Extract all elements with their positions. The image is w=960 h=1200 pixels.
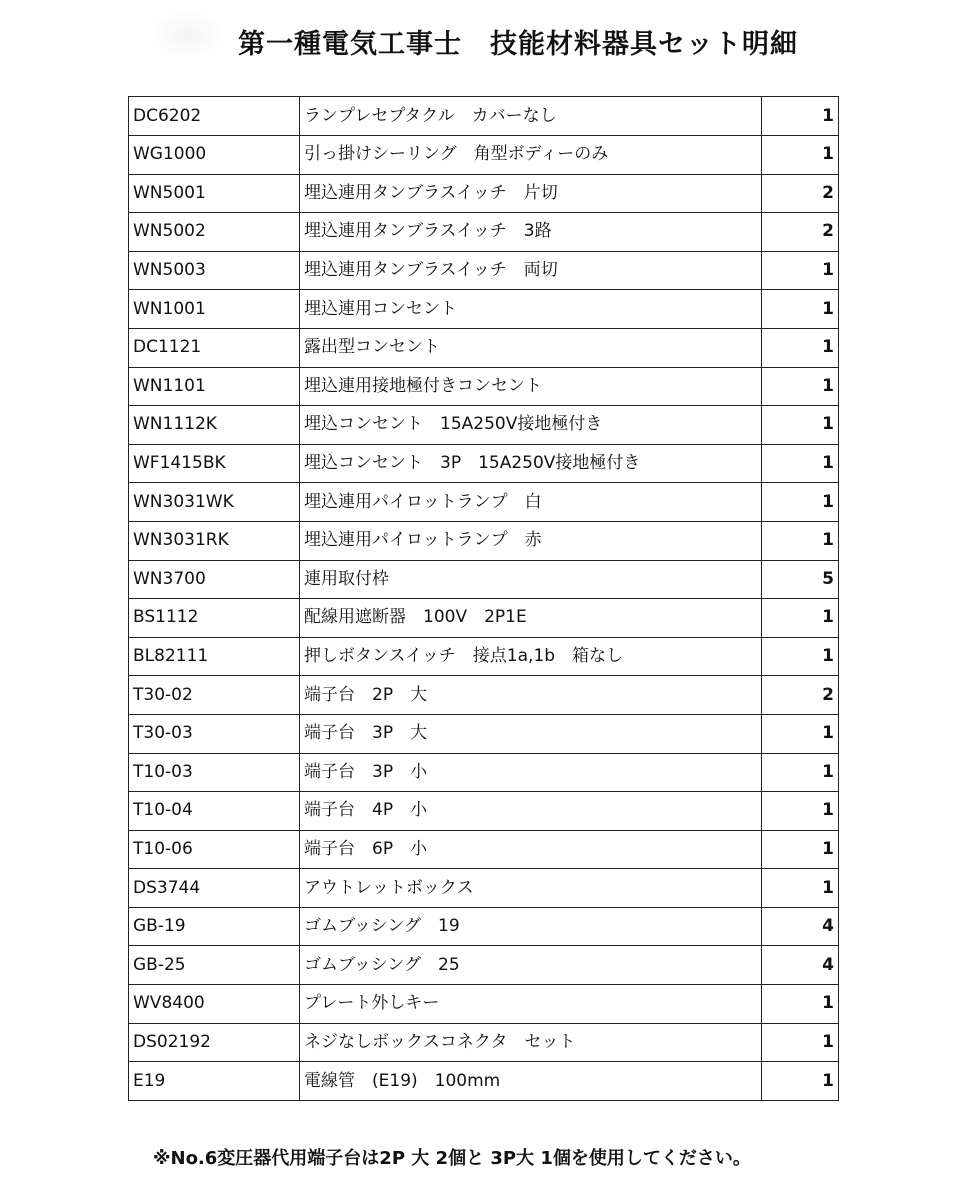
part-code-cell: GB-19 (129, 907, 300, 946)
quantity-cell: 1 (762, 599, 839, 638)
part-description-cell: 連用取付枠 (300, 560, 762, 599)
part-description-cell: 埋込連用パイロットランプ 白 (300, 483, 762, 522)
quantity-cell: 2 (762, 213, 839, 252)
part-description-cell: 端子台 3P 大 (300, 714, 762, 753)
table-row (129, 97, 839, 136)
parts-table (128, 96, 839, 1101)
quantity-cell: 4 (762, 946, 839, 985)
quantity-cell: 2 (762, 676, 839, 715)
part-code-cell: E19 (129, 1062, 300, 1101)
quantity-cell: 1 (762, 792, 839, 831)
part-code-cell: DS3744 (129, 869, 300, 908)
table-row (129, 136, 839, 175)
quantity-cell: 4 (762, 907, 839, 946)
table-row (129, 251, 839, 290)
part-code-cell: T30-02 (129, 676, 300, 715)
table-row (129, 714, 839, 753)
part-description-cell: ゴムブッシング 19 (300, 907, 762, 946)
blurred-logo (148, 10, 228, 60)
part-description-cell: 引っ掛けシーリング 角型ボディーのみ (300, 136, 762, 175)
part-code-cell: WN5002 (129, 213, 300, 252)
quantity-cell: 2 (762, 174, 839, 213)
part-code-cell: DC6202 (129, 97, 300, 136)
part-code-cell: DS02192 (129, 1023, 300, 1062)
part-code-cell: WN5003 (129, 251, 300, 290)
part-code-cell: WN3031RK (129, 521, 300, 560)
part-code-cell: WN1001 (129, 290, 300, 329)
quantity-cell: 5 (762, 560, 839, 599)
quantity-cell: 1 (762, 637, 839, 676)
part-code-cell: T10-06 (129, 830, 300, 869)
table-row (129, 174, 839, 213)
table-row (129, 637, 839, 676)
part-code-cell: DC1121 (129, 328, 300, 367)
quantity-cell: 1 (762, 985, 839, 1024)
quantity-cell: 1 (762, 251, 839, 290)
part-code-cell: BS1112 (129, 599, 300, 638)
part-description-cell: 端子台 4P 小 (300, 792, 762, 831)
part-code-cell: T10-03 (129, 753, 300, 792)
part-code-cell: WN3700 (129, 560, 300, 599)
quantity-cell: 1 (762, 406, 839, 445)
part-code-cell: WN1101 (129, 367, 300, 406)
part-code-cell: T30-03 (129, 714, 300, 753)
part-description-cell: 埋込連用パイロットランプ 赤 (300, 521, 762, 560)
table-row (129, 521, 839, 560)
part-code-cell: WN3031WK (129, 483, 300, 522)
part-description-cell: ランプレセプタクル カバーなし (300, 97, 762, 136)
table-row (129, 406, 839, 445)
quantity-cell: 1 (762, 1062, 839, 1101)
part-code-cell: WV8400 (129, 985, 300, 1024)
part-code-cell: BL82111 (129, 637, 300, 676)
quantity-cell: 1 (762, 521, 839, 560)
table-row (129, 946, 839, 985)
part-description-cell: 埋込コンセント 15A250V接地極付き (300, 406, 762, 445)
table-row (129, 328, 839, 367)
table-row (129, 290, 839, 329)
quantity-cell: 1 (762, 444, 839, 483)
part-description-cell: 電線管 (E19) 100mm (300, 1062, 762, 1101)
part-description-cell: ゴムブッシング 25 (300, 946, 762, 985)
table-row (129, 869, 839, 908)
page-title: 第一種電気工事士 技能材料器具セット明細 (238, 29, 798, 60)
table-row (129, 483, 839, 522)
table-row (129, 753, 839, 792)
part-description-cell: プレート外しキー (300, 985, 762, 1024)
table-row (129, 792, 839, 831)
table-row (129, 560, 839, 599)
table-row (129, 599, 839, 638)
quantity-cell: 1 (762, 97, 839, 136)
part-description-cell: 端子台 2P 大 (300, 676, 762, 715)
part-description-cell: 埋込連用タンブラスイッチ 両切 (300, 251, 762, 290)
part-code-cell: WN5001 (129, 174, 300, 213)
part-code-cell: WN1112K (129, 406, 300, 445)
table-row (129, 1062, 839, 1101)
part-description-cell: 埋込連用コンセント (300, 290, 762, 329)
quantity-cell: 1 (762, 367, 839, 406)
part-code-cell: WF1415BK (129, 444, 300, 483)
quantity-cell: 1 (762, 830, 839, 869)
quantity-cell: 1 (762, 328, 839, 367)
footnote: ※No.6変圧器代用端子台は2P 大 2個と 3P大 1個を使用してください。 (153, 1148, 751, 1169)
part-description-cell: 端子台 6P 小 (300, 830, 762, 869)
part-description-cell: アウトレットボックス (300, 869, 762, 908)
part-description-cell: 端子台 3P 小 (300, 753, 762, 792)
quantity-cell: 1 (762, 714, 839, 753)
table-row (129, 907, 839, 946)
table-row (129, 1023, 839, 1062)
part-description-cell: 押しボタンスイッチ 接点1a,1b 箱なし (300, 637, 762, 676)
table-row (129, 213, 839, 252)
table-row (129, 676, 839, 715)
quantity-cell: 1 (762, 290, 839, 329)
part-description-cell: 埋込連用タンブラスイッチ 片切 (300, 174, 762, 213)
part-description-cell: ネジなしボックスコネクタ セット (300, 1023, 762, 1062)
part-code-cell: GB-25 (129, 946, 300, 985)
part-description-cell: 埋込コンセント 3P 15A250V接地極付き (300, 444, 762, 483)
part-description-cell: 埋込連用タンブラスイッチ 3路 (300, 213, 762, 252)
table-row (129, 367, 839, 406)
quantity-cell: 1 (762, 869, 839, 908)
table-row (129, 830, 839, 869)
quantity-cell: 1 (762, 753, 839, 792)
quantity-cell: 1 (762, 136, 839, 175)
part-code-cell: WG1000 (129, 136, 300, 175)
parts-table-body (129, 97, 839, 1101)
part-description-cell: 露出型コンセント (300, 328, 762, 367)
quantity-cell: 1 (762, 1023, 839, 1062)
part-description-cell: 配線用遮断器 100V 2P1E (300, 599, 762, 638)
quantity-cell: 1 (762, 483, 839, 522)
table-row (129, 985, 839, 1024)
part-code-cell: T10-04 (129, 792, 300, 831)
part-description-cell: 埋込連用接地極付きコンセント (300, 367, 762, 406)
table-row (129, 444, 839, 483)
